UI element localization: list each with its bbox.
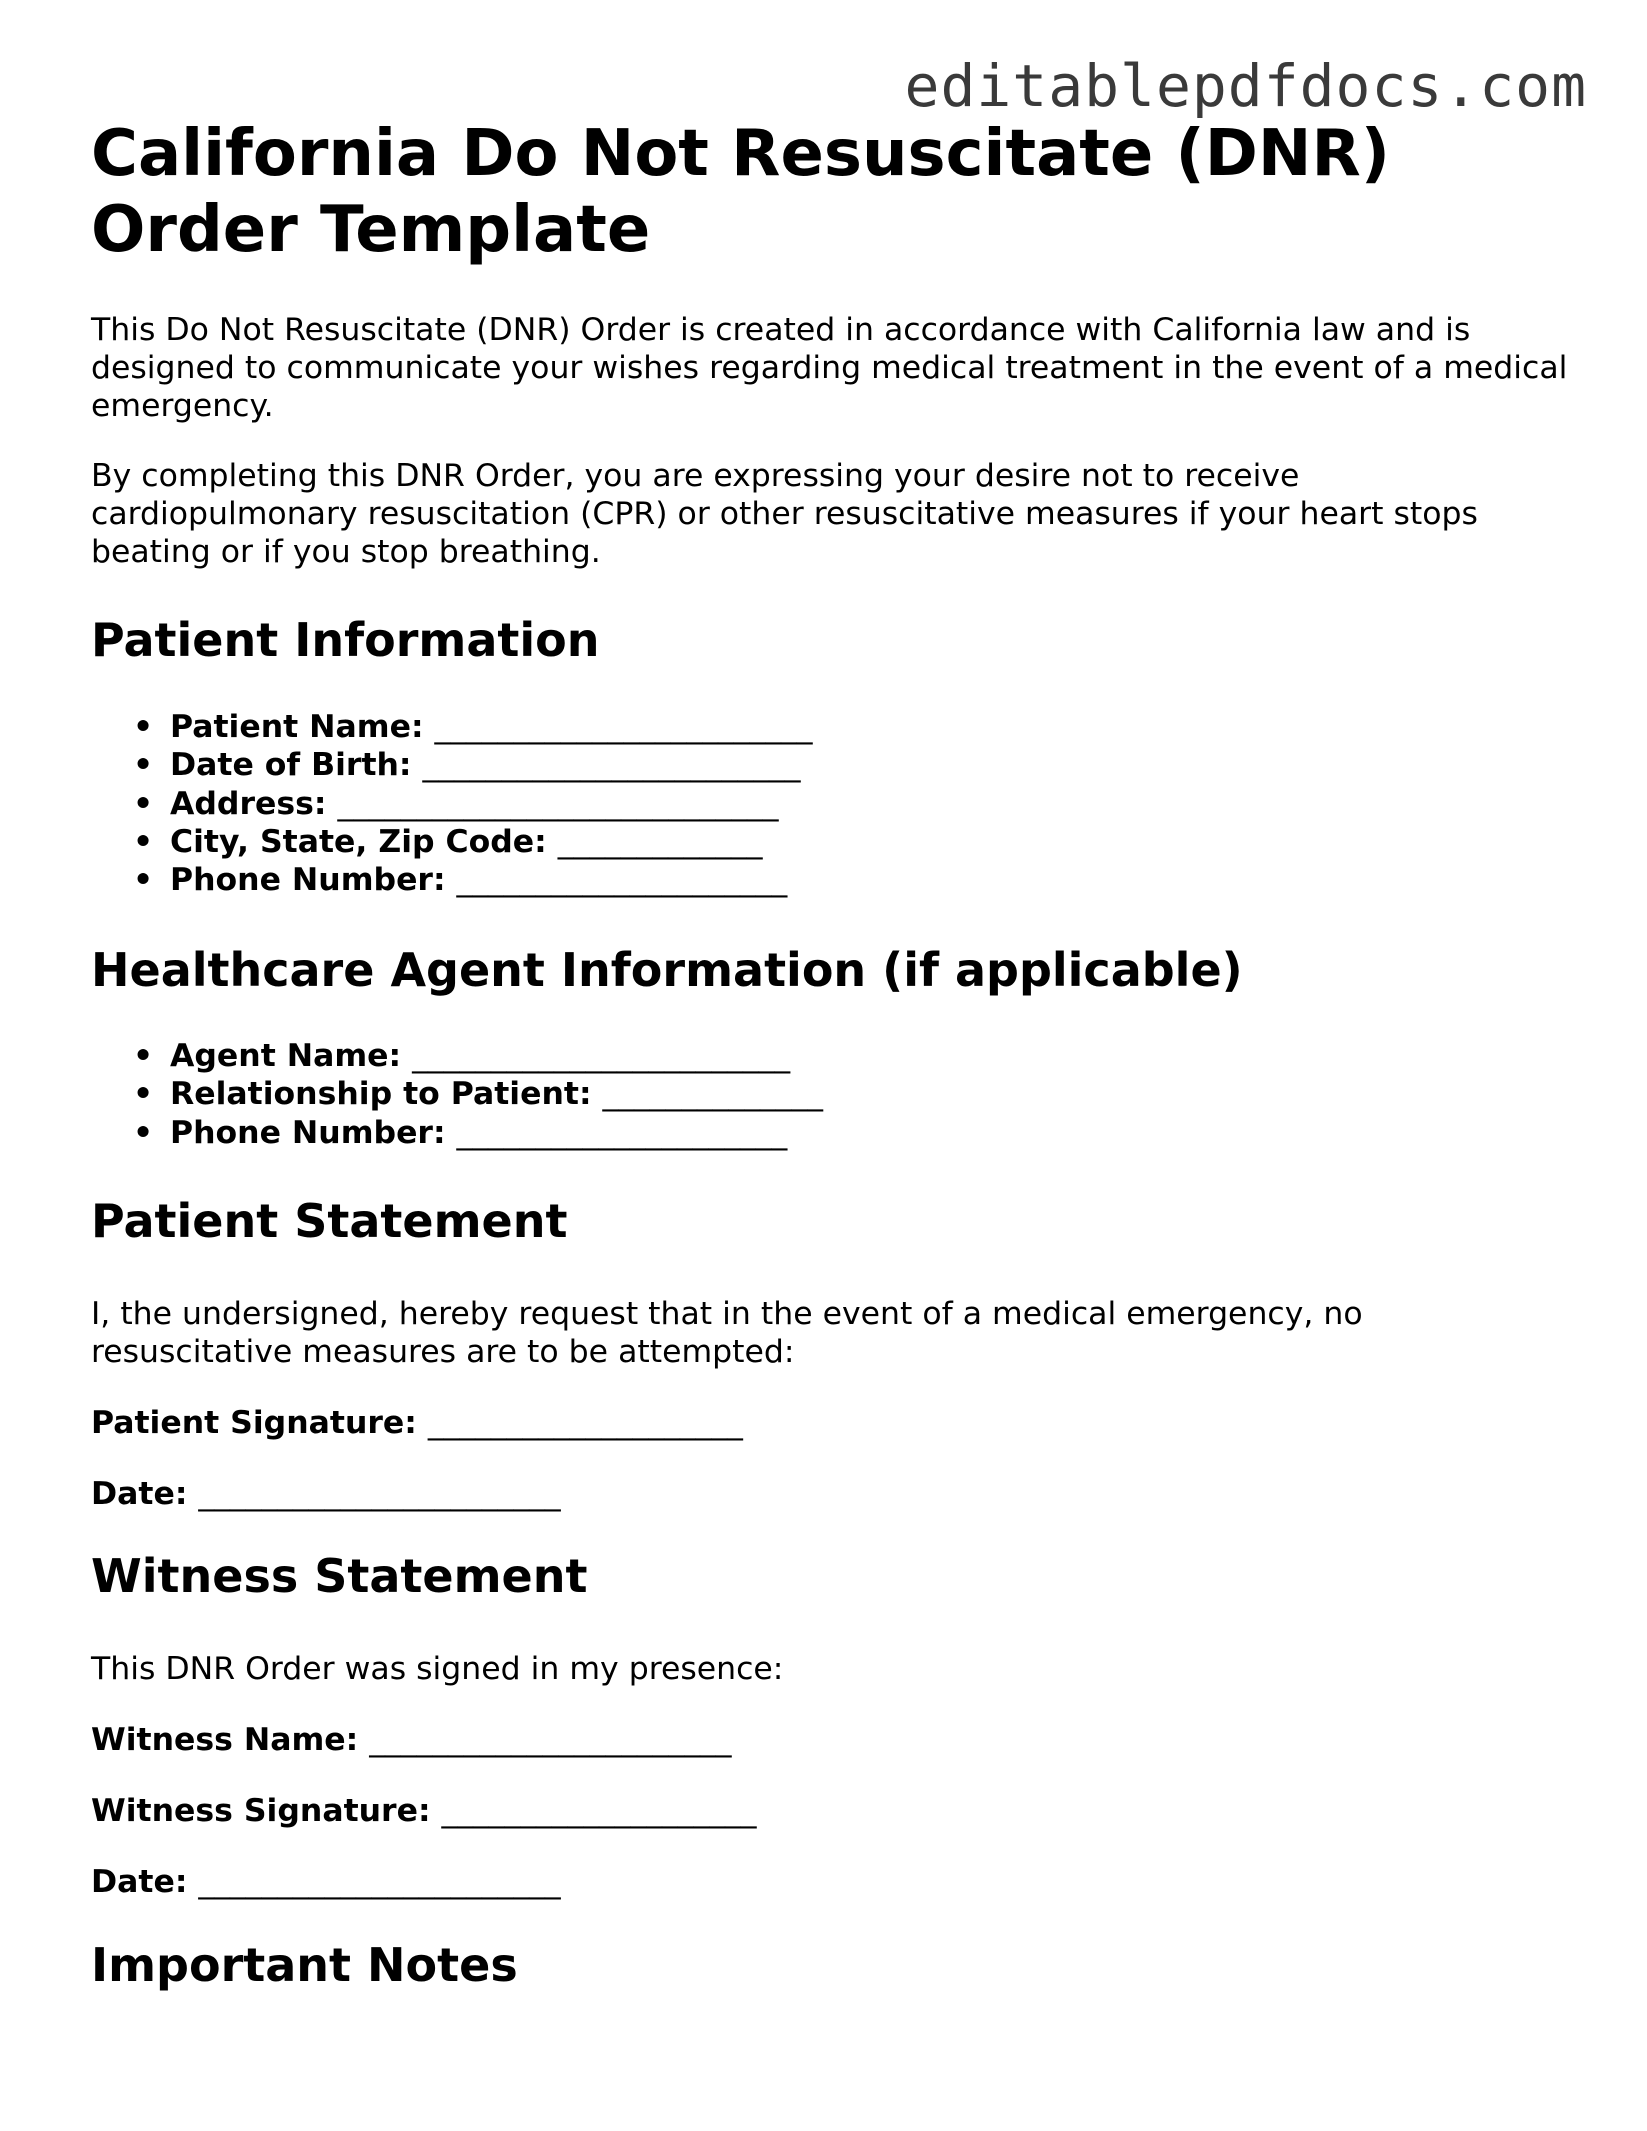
witness-statement-heading: Witness Statement bbox=[91, 1549, 588, 1603]
field-label: Date of Birth: bbox=[170, 747, 412, 784]
blank-line[interactable]: _____________________ bbox=[456, 862, 788, 899]
list-item[interactable] bbox=[133, 708, 813, 746]
patient-statement-heading: Patient Statement bbox=[91, 1194, 568, 1248]
field-label: Patient Signature: bbox=[91, 1405, 417, 1441]
page-title: California Do Not Resuscitate (DNR) Order Template bbox=[91, 117, 1390, 267]
list-item[interactable] bbox=[133, 746, 813, 784]
patient-date-field[interactable] bbox=[91, 1475, 561, 1513]
field-label: Witness Signature: bbox=[91, 1793, 431, 1829]
blank-line[interactable]: _______________________ bbox=[369, 1722, 732, 1758]
patient-info-list bbox=[133, 708, 813, 899]
field-label: Date: bbox=[91, 1476, 188, 1512]
intro-paragraph-1: This Do Not Resuscitate (DNR) Order is created in accordance with California law and is designed to communicate your wishes regarding medical treatment in the event of a medical emergency. bbox=[91, 312, 1568, 424]
agent-info-list bbox=[133, 1037, 823, 1152]
field-label: Date: bbox=[91, 1864, 188, 1900]
witness-date-field[interactable] bbox=[91, 1863, 561, 1901]
blank-line[interactable]: _____________ bbox=[557, 823, 763, 860]
blank-line[interactable]: ______________ bbox=[602, 1076, 824, 1113]
field-label: Address: bbox=[170, 785, 327, 822]
blank-line[interactable]: ____________________________ bbox=[337, 785, 779, 822]
witness-signature-field[interactable] bbox=[91, 1792, 757, 1830]
important-notes-heading: Important Notes bbox=[91, 1938, 518, 1992]
blank-line[interactable]: ________________________ bbox=[412, 1038, 791, 1074]
field-label: Phone Number: bbox=[170, 862, 446, 899]
list-item[interactable] bbox=[133, 1037, 823, 1075]
blank-line[interactable]: _____________________ bbox=[456, 1114, 788, 1151]
watermark-text: editablepdfdocs.com bbox=[904, 52, 1587, 120]
blank-line[interactable]: ________________________ bbox=[422, 747, 801, 784]
list-item[interactable] bbox=[133, 861, 813, 899]
field-label: Agent Name: bbox=[170, 1038, 402, 1074]
list-item[interactable] bbox=[133, 1114, 823, 1152]
blank-line[interactable]: ____________________ bbox=[427, 1405, 743, 1441]
list-item[interactable] bbox=[133, 785, 813, 823]
list-item[interactable] bbox=[133, 1075, 823, 1113]
field-label: Patient Name: bbox=[170, 709, 424, 745]
list-item[interactable] bbox=[133, 823, 813, 861]
blank-line[interactable]: ____________________ bbox=[441, 1793, 757, 1829]
witness-name-field[interactable] bbox=[91, 1721, 731, 1759]
blank-line[interactable]: ________________________ bbox=[434, 709, 813, 745]
blank-line[interactable]: _______________________ bbox=[198, 1864, 561, 1900]
blank-line[interactable]: _______________________ bbox=[198, 1476, 561, 1512]
patient-signature-field[interactable] bbox=[91, 1404, 743, 1442]
witness-statement-text: This DNR Order was signed in my presence: bbox=[91, 1651, 784, 1687]
agent-info-heading: Healthcare Agent Information (if applicable) bbox=[91, 943, 1243, 997]
field-label: Phone Number: bbox=[170, 1114, 446, 1151]
intro-paragraph-2: By completing this DNR Order, you are expressing your desire not to receive cardiopulmonary resuscitation (CPR) or other resuscitative measures if your heart stops beating or if you stop breathing. bbox=[91, 458, 1478, 570]
field-label: City, State, Zip Code: bbox=[170, 823, 547, 860]
patient-info-heading: Patient Information bbox=[91, 613, 600, 667]
field-label: Witness Name: bbox=[91, 1722, 359, 1758]
patient-statement-text: I, the undersigned, hereby request that in the event of a medical emergency, no resuscitative measures are to be attempted: bbox=[91, 1296, 1363, 1370]
field-label: Relationship to Patient: bbox=[170, 1076, 592, 1113]
